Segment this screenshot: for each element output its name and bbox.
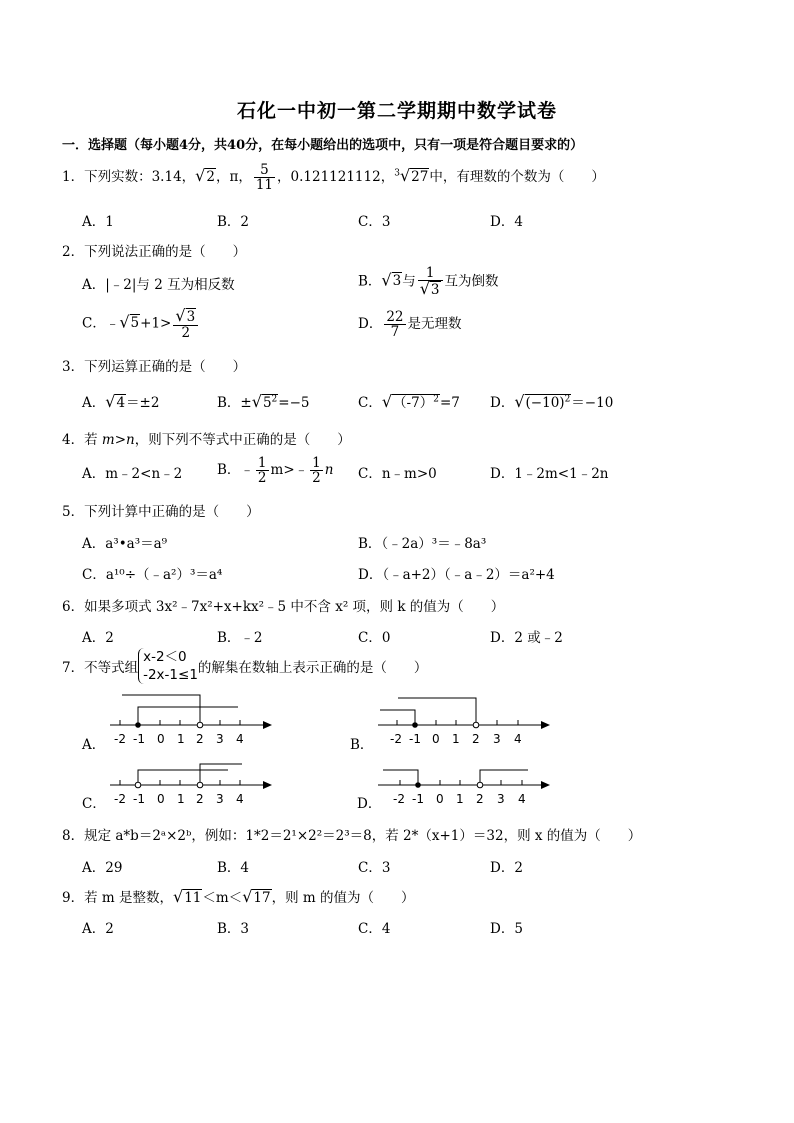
q7-number-lines — [0, 680, 794, 810]
svg-text:-2: -2 — [114, 792, 126, 806]
svg-text:4: 4 — [236, 792, 244, 806]
svg-text:1: 1 — [177, 732, 185, 746]
svg-text:1: 1 — [177, 792, 185, 806]
svg-text:3: 3 — [493, 732, 501, 746]
q4-option-b: B．﹣ $\frac{1}{2}$ m>﹣ $\frac{1}{2}$ n — [217, 455, 334, 487]
svg-text:-2: -2 — [393, 792, 405, 806]
q2-option-a: A．|﹣2|与 2 互为相反数 — [82, 277, 235, 293]
q5-option-a: A．a³•a³＝a⁹ — [82, 536, 168, 552]
svg-text:1: 1 — [452, 732, 460, 746]
svg-text:3: 3 — [216, 732, 224, 746]
q6-stem: 6．如果多项式 3x²﹣7x²+x+kx²﹣5 中不含 x² 项，则 k 的值为（ ） — [62, 599, 505, 615]
q8-stem: 8．规定 a*b＝2ᵃ×2ᵇ，例如：1*2＝2¹×2²＝2³＝8，若 2*（x+1）＝32，则 x 的值为（ ） — [62, 828, 642, 844]
q7-label-c: C． — [82, 796, 106, 812]
svg-text:3: 3 — [497, 792, 505, 806]
q6-option-b: B．﹣2 — [217, 630, 263, 646]
svg-text:1: 1 — [456, 792, 464, 806]
exam-title: 石化一中初一第二学期期中数学试卷 — [236, 100, 557, 122]
q7-stem: 7．不等式组x-2＜0 -2x-1≤1的解集在数轴上表示正确的是（ ） — [62, 649, 428, 684]
number-line-d — [378, 770, 550, 806]
q8-option-c: C．3 — [358, 860, 391, 876]
number-line-c — [110, 764, 272, 806]
q3-option-a: A．√4＝±2 — [82, 392, 160, 411]
svg-text:4: 4 — [518, 792, 526, 806]
q9-option-c: C．4 — [358, 921, 391, 937]
svg-text:-1: -1 — [133, 792, 145, 806]
inequality-system: x-2＜0 -2x-1≤1 — [138, 648, 198, 684]
q9-option-d: D．5 — [490, 921, 523, 937]
svg-text:-1: -1 — [409, 732, 421, 746]
q9-option-b: B．3 — [217, 921, 250, 937]
q1-fraction: $\frac{5}{11}$ — [255, 162, 274, 194]
q3-stem: 3．下列运算正确的是（ ） — [62, 359, 247, 375]
svg-text:-2: -2 — [114, 732, 126, 746]
q6-option-d: D．2 或﹣2 — [490, 630, 563, 646]
svg-text:4: 4 — [514, 732, 522, 746]
svg-text:0: 0 — [157, 792, 165, 806]
svg-text:2: 2 — [476, 792, 484, 806]
q5-option-c: C．a¹⁰÷（﹣a²）³＝a⁴ — [82, 567, 223, 583]
q9-stem: 9．若 m 是整数，√11＜m＜√17，则 m 的值为（ ） — [62, 887, 415, 906]
q1-option-b: B．2 — [217, 214, 250, 230]
q8-option-a: A．29 — [82, 860, 123, 876]
svg-text:-1: -1 — [133, 732, 145, 746]
q1-option-d: D．4 — [490, 214, 523, 230]
svg-text:0: 0 — [157, 732, 165, 746]
q2-option-c: C．﹣√5+1> $\frac{√3}{2}$ — [82, 308, 200, 340]
q4-stem: 4．若 m>n，则下列不等式中正确的是（ ） — [62, 432, 351, 448]
q7-label-a: A． — [82, 737, 106, 753]
q6-option-c: C．0 — [358, 630, 391, 646]
svg-text:4: 4 — [236, 732, 244, 746]
q3-option-d: D．$√(-10)^2=-10$ — [490, 392, 614, 411]
q4-option-d: D．1﹣2m<1﹣2n — [490, 466, 609, 482]
q2-option-d: D． $\frac{22}{7}$ 是无理数 — [358, 309, 462, 341]
q5-option-b: B．（﹣2a）³＝﹣8a³ — [358, 536, 487, 552]
q1-option-a: A．1 — [82, 214, 114, 230]
q9-option-a: A．2 — [82, 921, 114, 937]
svg-text:2: 2 — [196, 732, 204, 746]
number-line-a — [110, 695, 272, 746]
q8-option-b: B．4 — [217, 860, 250, 876]
q3-option-c: C．$√(-7)^2=7$ — [358, 392, 460, 411]
svg-text:-2: -2 — [390, 732, 402, 746]
q1-stem: 1．下列实数：3.14，√2，π， $\frac{5}{11}$ ，0.121121112，$^3$√27中，有理数的个数为（ ） — [62, 162, 605, 194]
svg-text:0: 0 — [436, 792, 444, 806]
svg-text:2: 2 — [196, 792, 204, 806]
q5-stem: 5．下列计算中正确的是（ ） — [62, 504, 260, 520]
svg-text:3: 3 — [216, 792, 224, 806]
q7-label-b: B． — [350, 737, 374, 753]
q3-option-b: B．$\pm√5^2=-5$ — [217, 392, 310, 411]
section-heading: 一．选择题（每小题4分，共40分，在每小题给出的选项中，只有一项是符合题目要求的） — [62, 138, 584, 153]
q7-label-d: D． — [357, 796, 382, 812]
svg-text:0: 0 — [432, 732, 440, 746]
q4-option-c: C．n﹣m>0 — [358, 466, 437, 482]
q2-option-b: B．√3与 $\frac{1}{√3}$ 互为倒数 — [358, 265, 499, 299]
svg-text:2: 2 — [472, 732, 480, 746]
q4-option-a: A．m﹣2<n﹣2 — [82, 466, 183, 482]
q8-option-d: D．2 — [490, 860, 523, 876]
q5-option-d: D．（﹣a+2）（﹣a﹣2）＝a²+4 — [358, 567, 555, 583]
number-line-b — [378, 698, 550, 746]
q6-option-a: A．2 — [82, 630, 114, 646]
svg-text:-1: -1 — [412, 792, 424, 806]
q1-option-c: C．3 — [358, 214, 391, 230]
q2-stem: 2．下列说法正确的是（ ） — [62, 244, 247, 260]
